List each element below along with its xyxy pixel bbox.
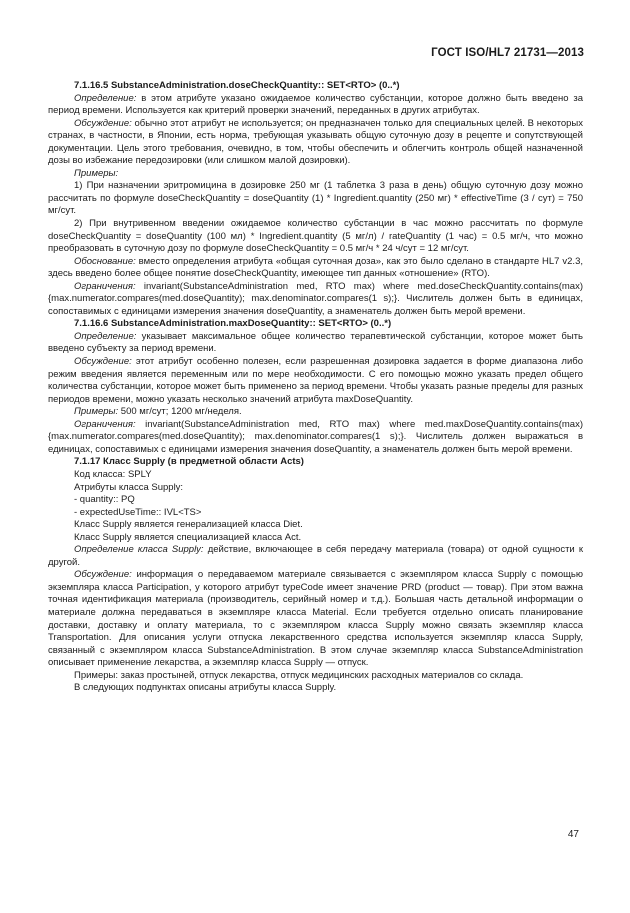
paragraph-class-definition bbox=[48, 544, 583, 569]
document-header: ГОСТ ISO/HL7 21731—2013 bbox=[431, 47, 584, 59]
term-text: действие, включающее в себя передачу материала (товара) от одной сущности к другой. bbox=[48, 544, 584, 568]
term-label: Примеры: bbox=[74, 167, 119, 179]
section-heading-dose-check-quantity: 7.1.16.5 SubstanceAdministration.doseCheckQuantity:: SET<RTO> (0..*) bbox=[74, 80, 400, 91]
term-label: Определение класса Supply: bbox=[74, 544, 204, 556]
term-label: Определение: bbox=[74, 330, 137, 342]
term-label: Определение: bbox=[74, 92, 137, 104]
paragraph-discussion bbox=[48, 569, 583, 669]
paragraph-constraints bbox=[48, 419, 583, 457]
term-label: Обсуждение: bbox=[74, 356, 132, 368]
class-generalization: Класс Supply является генерализацией класса Diet. bbox=[74, 519, 303, 531]
term-text: вместо определения атрибута «общая суточная доза», как это было сделано в стандарте HL7 v2.3, здесь введено более общее понятие doseCheckQuantity, имеющее тип данных «отношение» (RTO). bbox=[48, 255, 583, 280]
paragraph-discussion bbox=[48, 356, 583, 406]
term-label: Ограничения: bbox=[74, 280, 136, 292]
section-heading-max-dose-quantity: 7.1.16.6 SubstanceAdministration.maxDoseQuantity:: SET<RTO> (0..*) bbox=[74, 318, 392, 330]
term-text: указывает максимальное общее количество терапевтической субстанции, которое может быть введено субъекту за период времени. bbox=[48, 330, 583, 355]
class-code: Код класса: SPLY bbox=[74, 468, 152, 480]
paragraph-definition bbox=[48, 331, 583, 356]
paragraph-discussion bbox=[48, 118, 583, 168]
paragraph-examples bbox=[48, 406, 583, 419]
document-body bbox=[48, 80, 583, 695]
term-text: invariant(SubstanceAdministration med, RTO max) where med.maxDoseQuantity.contains(max) {max.numerator.compares(med.doseQuantity); max.denominator.compares(1 s);}. Числитель должен выражаться в единицах, сопоставимых с единицами измерения значения doseQuantity, а знаменатель должен быть мерой времени. bbox=[48, 418, 583, 455]
term-text: 500 мг/сут; 1200 мг/неделя. bbox=[118, 406, 242, 418]
paragraph-examples-label bbox=[48, 168, 583, 181]
term-text: в этом атрибуте указано ожидаемое количество субстанции, которое должно быть введено за период времени. Используется как критерий проверки значений, переданных в других атрибутах. bbox=[48, 92, 583, 117]
term-label: Примеры: bbox=[74, 406, 119, 418]
term-text: invariant(SubstanceAdministration med, RTO max) where med.doseCheckQuantity.contains(max) {max.numerator.compares(med.doseQuantity); max.denominator.compares(1 s);}. Числитель должен быть в единицах, сопоставимых с единицами измерения значения doseQuantity, а знаменатель должен быть мерой времени. bbox=[48, 280, 583, 317]
term-label: Обсуждение: bbox=[74, 569, 132, 581]
term-label: Обоснование: bbox=[74, 255, 136, 267]
term-text: обычно этот атрибут не используется; он предназначен только для специальных целей. В некоторых странах, в частности, в Японии, есть норма, требующая указывать общую суточную дозу в рецепте и сопутствующей документации. Цель этого требования, очевидно, в том, чтобы обеспечить и облегчить контроль общей назначенной дозы во избежание передозировки (или слишком малой дозировки). bbox=[48, 117, 583, 167]
term-text: этот атрибут особенно полезен, если разрешенная дозировка задается в форме диапазона либо режим введения является переменным или по мере необходимости. С его помощью можно указать предел общего количества субстанции, которое может быть применено за период времени. Чтобы указать разные пределы для разных периодов времени, можно указать несколько значений атрибута maxDoseQuantity. bbox=[48, 356, 583, 405]
class-specialization: Класс Supply является специализацией класса Act. bbox=[74, 531, 302, 543]
paragraph-constraints bbox=[48, 281, 583, 319]
class-attributes-title: Атрибуты класса Supply: bbox=[74, 481, 184, 493]
paragraph-example-2: 2) При внутривенном введении ожидаемое количество субстанции в час можно рассчитать по формуле doseCheckQuantity = doseQuantity (100 мл) * Ingredient.quantity (5 мг/л) / rateQuantity (1 час) = 0.5 мг/ч, что можно преобразовать в суточную дозу по формуле doseCheckQuantity = 0.5 мг/ч * 24 ч/сут = 12 мг/сут. bbox=[48, 218, 583, 255]
paragraph-definition bbox=[48, 93, 583, 118]
paragraph-example-1: 1) При назначении эритромицина в дозировке 250 мг (1 таблетка 3 раза в день) общую суточную дозу можно рассчитать по формуле doseCheckQuantity = doseQuantity (1) * Ingredient.quantity (250 мг) * effectiveTime (3 / сут) = 750 мг/сут. bbox=[48, 180, 583, 217]
paragraph-following: В следующих подпунктах описаны атрибуты класса Supply. bbox=[74, 682, 337, 694]
paragraph-examples: Примеры: заказ простыней, отпуск лекарства, отпуск медицинских расходных материалов со склада. bbox=[74, 669, 524, 681]
paragraph-rationale bbox=[48, 256, 583, 281]
term-label: Ограничения: bbox=[74, 418, 136, 430]
term-text: информация о передаваемом материале связывается с экземпляром класса Supply с помощью экземпляра класса Participation, у которого атрибут typeCode имеет значение PRD (product — товар). При этом важна точная идентификация материала (производитель, серийный номер и т.д.). Большая часть детальной информации о материале должна передаваться в экземпляре класса Material. Если требуется отдельно описать планирование доставки, доставку и оплату материала, то с экземпляром класса Supply можно связать экземпляр класса Transportation. Для описания услуги отпуска лекарственного средства используется экземпляр класса Supply, связанный с экземпляром класса SubstanceAdministration. В этом случае экземпляр класса SubstanceAdministration описывает применение лекарства, а экземпляр класса Supply — отпуск. bbox=[48, 569, 583, 669]
class-attribute-item: - expectedUseTime:: IVL<TS> bbox=[74, 506, 202, 518]
term-label: Обсуждение: bbox=[74, 117, 132, 129]
section-heading-supply-class: 7.1.17 Класс Supply (в предметной области Acts) bbox=[74, 456, 304, 468]
class-attribute-item: - quantity:: PQ bbox=[74, 494, 135, 506]
page-number: 47 bbox=[567, 829, 579, 840]
